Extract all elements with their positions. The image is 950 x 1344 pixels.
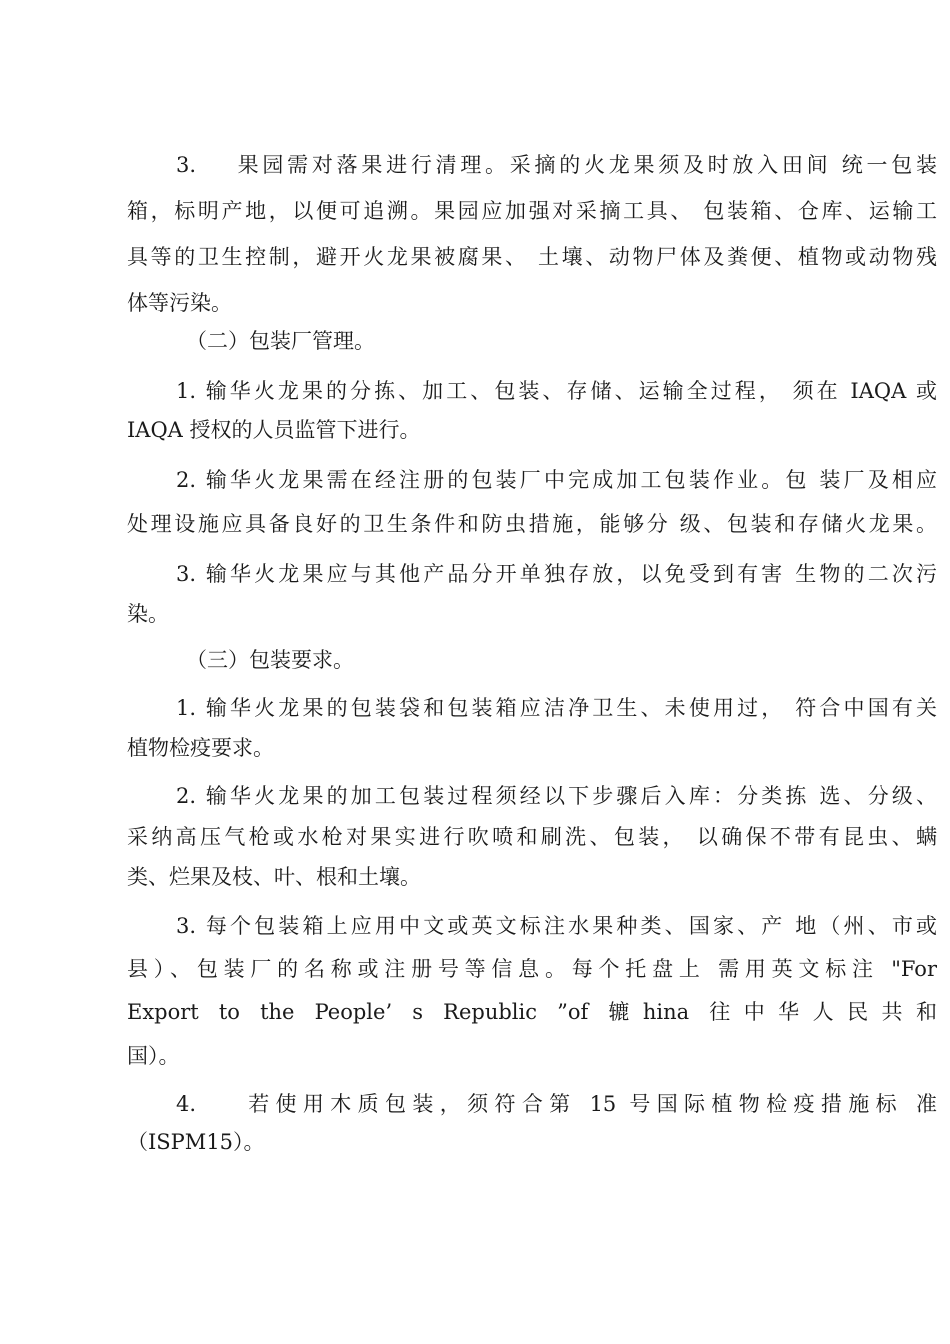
section-heading: （二）包装厂管理。 [186, 329, 375, 353]
text-line: 处理设施应具备良好的卫生条件和防虫措施，能够分 级、包装和存储火龙果。 [127, 512, 937, 536]
text-line: 2. 输华火龙果的加工包装过程须经以下步骤后入库：分类拣 选、分级、 [176, 784, 937, 808]
section-heading: （三）包装要求。 [186, 648, 354, 672]
text-line: 县）、包装厂的名称或注册号等信息。每个托盘上 需用英文标注 "For [127, 957, 937, 981]
text-line: 3. 输华火龙果应与其他产品分开单独存放，以免受到有害 生物的二次污 [176, 562, 937, 586]
text-line: IAQA 授权的人员监管下进行。 [127, 418, 421, 442]
text-line: 具等的卫生控制，避开火龙果被腐果、 土壤、动物尸体及粪便、植物或动物残 [127, 245, 937, 269]
text-line: 采纳高压气枪或水枪对果实进行吹喷和刷洗、包装， 以确保不带有昆虫、螨 [127, 825, 937, 849]
text-line: 1. 输华火龙果的包装袋和包装箱应洁净卫生、未使用过， 符合中国有关 [176, 696, 937, 720]
text-line: 染。 [127, 602, 169, 626]
text-line: 类、烂果及枝、叶、根和土壤。 [127, 865, 421, 889]
text-line: 2. 输华火龙果需在经注册的包装厂中完成加工包装作业。包 装厂及相应 [176, 468, 937, 492]
text-line: 4. 若使用木质包装，须符合第 15 号国际植物检疫措施标 准 [176, 1092, 937, 1116]
text-line: 3. 每个包装箱上应用中文或英文标注水果种类、国家、产 地（州、市或 [176, 914, 937, 938]
text-line: 体等污染。 [127, 291, 232, 315]
text-line: 1. 输华火龙果的分拣、加工、包装、存储、运输全过程， 须在 IAQA 或 [176, 379, 937, 403]
text-line: 植物检疫要求。 [127, 736, 274, 760]
text-line: 箱，标明产地，以便可追溯。果园应加强对采摘工具、 包装箱、仓库、运输工 [127, 199, 937, 223]
text-line: 国）。 [127, 1044, 180, 1068]
text-line: 3. 果园需对落果进行清理。采摘的火龙果须及时放入田间 统一包装 [176, 153, 937, 177]
text-line: （ISPM15）。 [127, 1130, 265, 1154]
text-line: Export to the People’ s Republic ”of 辘hina 往中华人民共和 [127, 1000, 937, 1024]
